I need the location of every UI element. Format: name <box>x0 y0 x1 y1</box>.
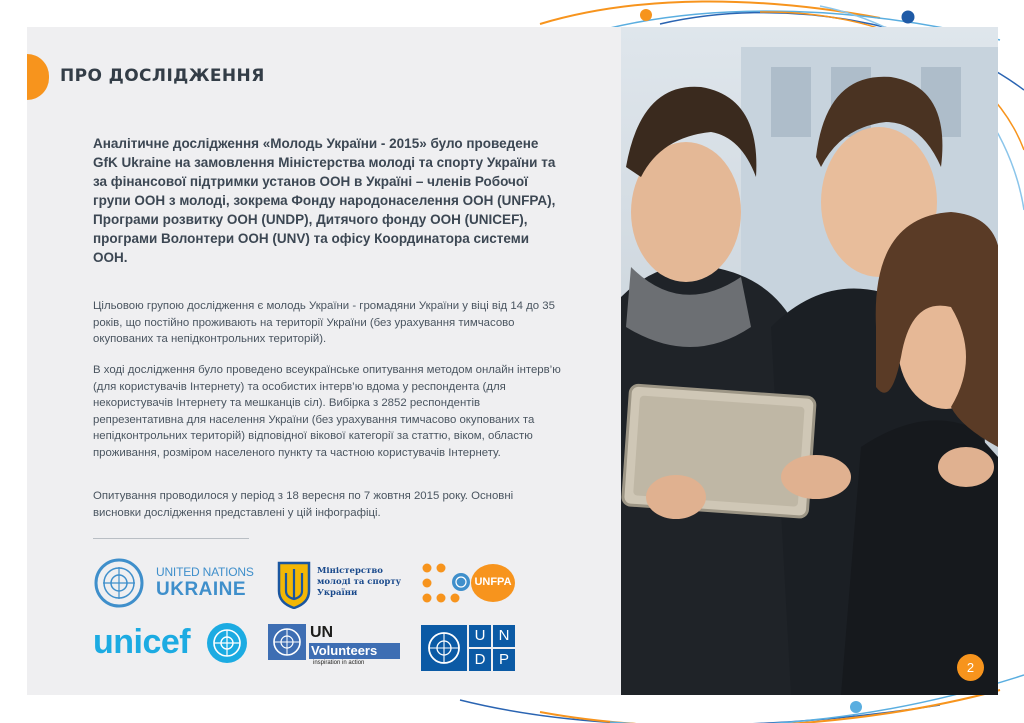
logo-unfpa <box>421 562 521 608</box>
undp-cell-n: N <box>493 625 515 647</box>
ministry-line2: молоді та спорту <box>317 577 402 587</box>
page-number: 2 <box>957 654 984 681</box>
divider <box>93 538 249 539</box>
un-ukraine-line2: UKRAINE <box>156 579 247 600</box>
unv-emblem-icon <box>268 624 306 660</box>
youth-photo <box>621 27 998 695</box>
logo-ministry <box>277 561 402 611</box>
ministry-line1: Міністерство <box>317 566 383 576</box>
ministry-line3: України <box>317 588 358 598</box>
un-ukraine-line1: UNITED NATIONS <box>156 565 254 579</box>
body-paragraph-target-group: Цільовою групою дослідження є молодь України - громадяни України у віці від 14 до 35 років, що постійно проживають на території України (без урахування тимчасово окупованих та непідконтрольних територій). <box>93 300 555 345</box>
lead-paragraph: Аналітичне дослідження «Молодь України - 2015» було проведене GfK Ukraine на замовлення Міністерства молоді та спорту України та за фінансової підтримки установ ООН в Україні – членів Робочої групи ООН з молоді, зокрема Фонду народонаселення ООН (UNFPA), Програми розвитку ООН (UNDP), Дитячого фонду ООН (UNICEF), програми Волонтери ООН (UNV) та офісу Координатора системи ООН. <box>93 136 556 265</box>
youth-with-tablet-illustration <box>621 27 998 695</box>
undp-cell-d: D <box>469 649 491 671</box>
unv-un-text: UN <box>310 624 334 641</box>
logo-undp <box>421 625 517 671</box>
unfpa-emblem-icon <box>451 572 471 592</box>
unicef-emblem-icon <box>206 622 248 664</box>
trident-emblem-icon <box>277 561 311 609</box>
un-emblem-icon <box>93 557 145 609</box>
body-paragraph-methodology: В ході дослідження було проведено всеукраїнське опитування методом онлайн інтерв’ю (для користувачів Інтернету) та особистих інтерв’ю вдома у респондента (для некористувачів Інтернету та мешканців сіл). Вибірка з 2852 респондентів репрезентативна для населення України (без урахування тимчасово окупованих та непідконтрольних територій) відповідної вікової категорії за статтю, віком, областю проживання, розміром населеного пункту та частною користувачів Інтернету. <box>93 364 561 459</box>
page-title: ПРО ДОСЛІДЖЕННЯ <box>60 66 265 86</box>
undp-emblem-icon <box>421 625 467 671</box>
logo-un-volunteers <box>268 624 402 666</box>
unv-tagline: inspiration in action <box>313 660 365 666</box>
undp-cell-u: U <box>469 625 491 647</box>
unfpa-text: UNFPA <box>474 576 512 588</box>
undp-cell-p: P <box>493 649 515 671</box>
body-paragraph-period: Опитування проводилося у період з 18 вересня по 7 жовтня 2015 року. Основні висновки дослідження представлені у цій інфографіці. <box>93 490 514 519</box>
unicef-text: unicef <box>93 623 191 661</box>
unv-volunteers-text: Volunteers <box>311 643 378 658</box>
logo-un-ukraine <box>93 557 253 609</box>
logo-unicef <box>93 621 253 665</box>
